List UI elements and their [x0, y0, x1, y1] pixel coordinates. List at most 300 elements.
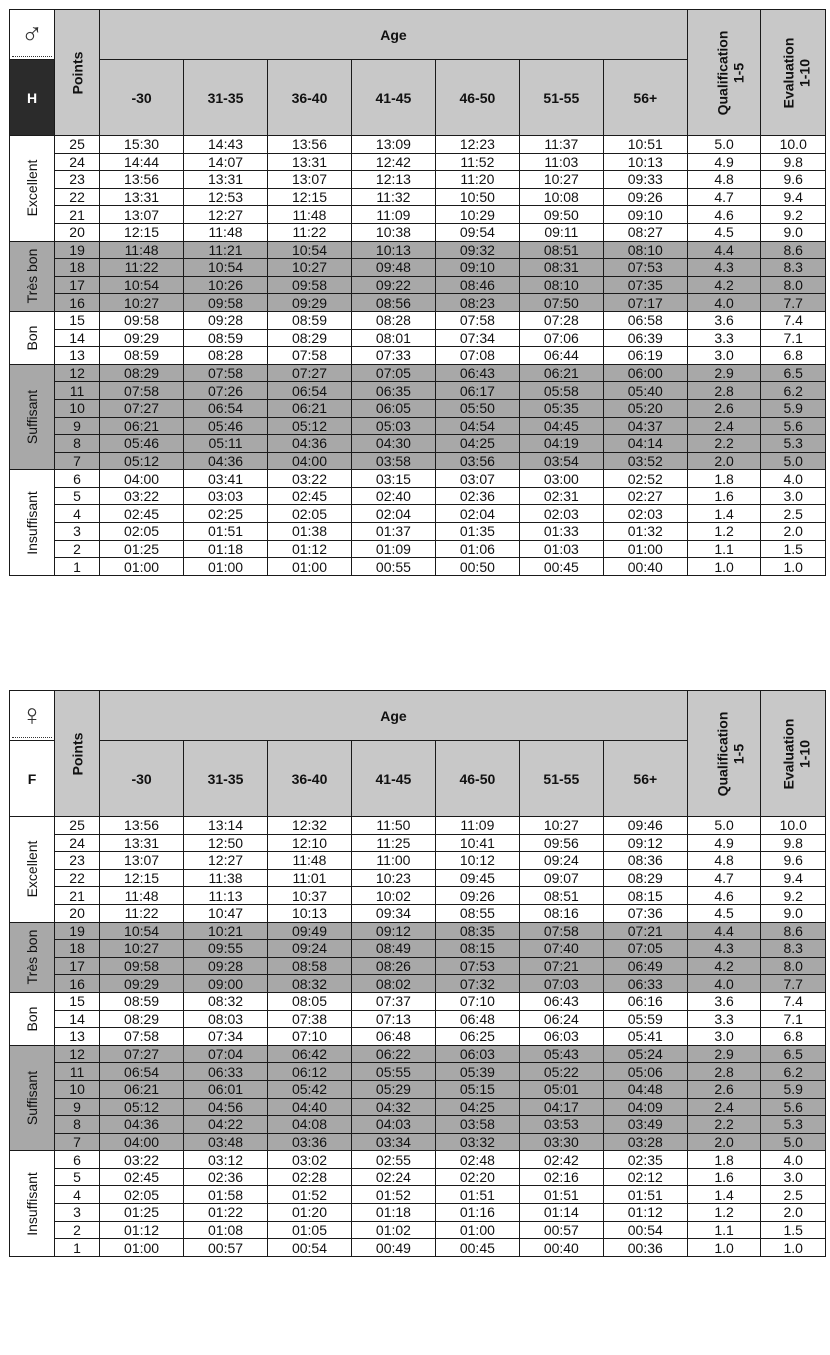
age-36-40-cell: 09:58	[268, 276, 352, 294]
age-30-cell: 06:21	[100, 1080, 184, 1098]
age-46-50-cell: 07:58	[435, 311, 519, 329]
table-row	[10, 382, 826, 400]
evaluation-cell: 5.0	[761, 1133, 826, 1151]
category-label: Suffisant	[24, 1070, 41, 1126]
age-31-35-cell: 08:32	[184, 992, 268, 1010]
age-56-plus-cell: 03:52	[603, 452, 687, 470]
age-56-plus-cell: 02:03	[603, 505, 687, 523]
age-46-50-cell: 08:46	[435, 276, 519, 294]
age-46-50-cell: 12:23	[435, 136, 519, 154]
age-36-40-cell: 08:59	[268, 311, 352, 329]
points-cell: 23	[55, 852, 100, 870]
evaluation-cell: 6.8	[761, 1028, 826, 1046]
age-51-55-cell: 08:31	[519, 259, 603, 277]
age-36-40-cell: 06:21	[268, 399, 352, 417]
age-46-50-cell: 08:23	[435, 294, 519, 312]
table-row	[10, 188, 826, 206]
age-51-55-cell: 08:10	[519, 276, 603, 294]
table-row	[10, 992, 826, 1010]
qualification-cell: 1.4	[687, 505, 761, 523]
age-31-35-cell: 10:21	[184, 922, 268, 940]
age-36-40-cell: 09:24	[268, 940, 352, 958]
age-46-50-cell: 00:50	[435, 558, 519, 576]
age-31-35-cell: 02:36	[184, 1168, 268, 1186]
age-51-55-cell: 08:16	[519, 904, 603, 922]
age-30-cell: 13:56	[100, 171, 184, 189]
age-41-45-cell: 11:00	[351, 852, 435, 870]
table-row	[10, 834, 826, 852]
age-56-plus-cell: 06:33	[603, 975, 687, 993]
age-31-35-cell: 01:51	[184, 523, 268, 541]
age-51-55-cell: 04:45	[519, 417, 603, 435]
age-41-45-cell: 13:09	[351, 136, 435, 154]
qualification-cell: 3.6	[687, 992, 761, 1010]
qualification-cell: 4.3	[687, 259, 761, 277]
age-56-plus-cell: 04:37	[603, 417, 687, 435]
evaluation-cell: 5.6	[761, 1098, 826, 1116]
evaluation-cell: 9.8	[761, 834, 826, 852]
age-41-45-cell: 00:55	[351, 558, 435, 576]
age-51-55-cell: 09:56	[519, 834, 603, 852]
age-30-cell: 02:05	[100, 1186, 184, 1204]
age-46-50-cell: 06:43	[435, 364, 519, 382]
table-row	[10, 1028, 826, 1046]
age-46-50-cell: 11:20	[435, 171, 519, 189]
evaluation-cell: 1.0	[761, 558, 826, 576]
age-41-45-cell: 03:15	[351, 470, 435, 488]
age-30-cell: 02:45	[100, 1168, 184, 1186]
table-row	[10, 922, 826, 940]
age-group-header: -30	[100, 60, 184, 136]
age-41-45-cell: 02:55	[351, 1151, 435, 1169]
evaluation-cell: 1.5	[761, 540, 826, 558]
age-30-cell: 08:59	[100, 347, 184, 365]
age-41-45-cell: 08:28	[351, 311, 435, 329]
age-41-45-cell: 03:34	[351, 1133, 435, 1151]
age-51-55-cell: 09:11	[519, 223, 603, 241]
age-30-cell: 06:54	[100, 1063, 184, 1081]
evaluation-cell: 1.0	[761, 1239, 826, 1257]
table-row	[10, 206, 826, 224]
qualification-header-label	[714, 711, 746, 796]
table-row	[10, 975, 826, 993]
evaluation-cell: 9.0	[761, 904, 826, 922]
evaluation-cell: 3.0	[761, 1168, 826, 1186]
age-36-40-cell: 00:54	[268, 1239, 352, 1257]
age-41-45-cell: 07:05	[351, 364, 435, 382]
points-cell: 9	[55, 417, 100, 435]
category-label: Très bon	[24, 929, 41, 985]
age-56-plus-cell: 07:35	[603, 276, 687, 294]
age-36-40-cell: 13:07	[268, 171, 352, 189]
age-51-55-cell: 02:31	[519, 487, 603, 505]
qualification-cell: 1.4	[687, 1186, 761, 1204]
age-51-55-cell: 07:03	[519, 975, 603, 993]
age-56-plus-cell: 01:00	[603, 540, 687, 558]
evaluation-cell: 6.5	[761, 364, 826, 382]
age-56-plus-cell: 06:16	[603, 992, 687, 1010]
age-30-cell: 11:22	[100, 904, 184, 922]
sex-symbol-cell	[10, 691, 55, 741]
table-row	[10, 487, 826, 505]
age-36-40-cell: 08:32	[268, 975, 352, 993]
age-41-45-cell: 07:13	[351, 1010, 435, 1028]
age-51-55-cell: 05:35	[519, 399, 603, 417]
table-row	[10, 276, 826, 294]
qualification-cell: 4.5	[687, 223, 761, 241]
evaluation-header-label	[781, 37, 813, 108]
age-30-cell: 09:29	[100, 329, 184, 347]
age-51-55-cell: 07:21	[519, 957, 603, 975]
age-36-40-cell: 08:58	[268, 957, 352, 975]
age-30-cell: 14:44	[100, 153, 184, 171]
points-header	[55, 10, 100, 136]
age-56-plus-cell: 02:52	[603, 470, 687, 488]
age-46-50-cell: 01:51	[435, 1186, 519, 1204]
category-label-cell	[10, 241, 55, 311]
category-label: Suffisant	[24, 389, 41, 445]
points-cell: 4	[55, 505, 100, 523]
age-31-35-cell: 11:38	[184, 869, 268, 887]
age-46-50-cell: 08:55	[435, 904, 519, 922]
age-51-55-cell: 07:40	[519, 940, 603, 958]
table-row	[10, 852, 826, 870]
age-46-50-cell: 05:50	[435, 399, 519, 417]
age-51-55-cell: 07:06	[519, 329, 603, 347]
table-row	[10, 470, 826, 488]
category-label-cell	[10, 136, 55, 242]
age-56-plus-cell: 08:10	[603, 241, 687, 259]
table-row	[10, 1151, 826, 1169]
age-51-55-cell: 06:24	[519, 1010, 603, 1028]
evaluation-cell: 7.1	[761, 1010, 826, 1028]
points-cell: 22	[55, 869, 100, 887]
age-56-plus-cell: 06:39	[603, 329, 687, 347]
age-30-cell: 01:25	[100, 540, 184, 558]
points-cell: 8	[55, 435, 100, 453]
age-31-35-cell: 11:48	[184, 223, 268, 241]
age-56-plus-cell: 05:20	[603, 399, 687, 417]
age-51-55-cell: 06:21	[519, 364, 603, 382]
age-31-35-cell: 04:22	[184, 1116, 268, 1134]
points-cell: 7	[55, 1133, 100, 1151]
points-cell: 17	[55, 276, 100, 294]
points-cell: 13	[55, 347, 100, 365]
age-51-55-cell: 02:42	[519, 1151, 603, 1169]
qualification-cell: 1.2	[687, 1204, 761, 1222]
age-36-40-cell: 07:38	[268, 1010, 352, 1028]
evaluation-cell: 6.5	[761, 1045, 826, 1063]
points-cell: 24	[55, 153, 100, 171]
evaluation-cell: 6.2	[761, 1063, 826, 1081]
age-group-header: 46-50	[435, 741, 519, 817]
evaluation-cell: 9.4	[761, 869, 826, 887]
qualification-cell: 5.0	[687, 817, 761, 835]
points-cell: 18	[55, 259, 100, 277]
age-46-50-cell: 04:25	[435, 435, 519, 453]
points-cell: 25	[55, 817, 100, 835]
age-46-50-cell: 02:20	[435, 1168, 519, 1186]
age-31-35-cell: 07:04	[184, 1045, 268, 1063]
age-41-45-cell: 05:55	[351, 1063, 435, 1081]
age-36-40-cell: 10:13	[268, 904, 352, 922]
age-46-50-cell: 01:16	[435, 1204, 519, 1222]
points-cell: 3	[55, 1204, 100, 1222]
qualification-cell: 2.9	[687, 1045, 761, 1063]
age-46-50-cell: 07:32	[435, 975, 519, 993]
evaluation-label-line2: 1-10	[796, 58, 813, 87]
category-label-cell	[10, 1045, 55, 1151]
age-36-40-cell: 06:12	[268, 1063, 352, 1081]
table-row	[10, 540, 826, 558]
age-56-plus-cell: 06:58	[603, 311, 687, 329]
table-row	[10, 1063, 826, 1081]
age-30-cell: 10:54	[100, 276, 184, 294]
evaluation-cell: 6.2	[761, 382, 826, 400]
age-30-cell: 02:05	[100, 523, 184, 541]
age-51-55-cell: 01:33	[519, 523, 603, 541]
age-31-35-cell: 05:46	[184, 417, 268, 435]
age-41-45-cell: 11:09	[351, 206, 435, 224]
points-cell: 24	[55, 834, 100, 852]
age-31-35-cell: 12:50	[184, 834, 268, 852]
age-36-40-cell: 02:28	[268, 1168, 352, 1186]
age-51-55-cell: 05:58	[519, 382, 603, 400]
age-41-45-cell: 04:03	[351, 1116, 435, 1134]
points-cell: 4	[55, 1186, 100, 1204]
age-56-plus-cell: 07:21	[603, 922, 687, 940]
age-51-55-cell: 06:44	[519, 347, 603, 365]
age-56-plus-cell: 00:54	[603, 1221, 687, 1239]
age-46-50-cell: 07:53	[435, 957, 519, 975]
age-group-header: 51-55	[519, 60, 603, 136]
evaluation-cell: 8.6	[761, 241, 826, 259]
qualification-cell: 1.8	[687, 1151, 761, 1169]
evaluation-cell: 5.9	[761, 399, 826, 417]
age-56-plus-cell: 09:46	[603, 817, 687, 835]
age-41-45-cell: 08:56	[351, 294, 435, 312]
table-row	[10, 153, 826, 171]
points-cell: 19	[55, 241, 100, 259]
age-31-35-cell: 02:25	[184, 505, 268, 523]
age-36-40-cell: 13:56	[268, 136, 352, 154]
points-cell: 6	[55, 1151, 100, 1169]
age-41-45-cell: 09:48	[351, 259, 435, 277]
age-46-50-cell: 01:35	[435, 523, 519, 541]
age-41-45-cell: 07:33	[351, 347, 435, 365]
age-30-cell: 11:22	[100, 259, 184, 277]
age-56-plus-cell: 04:14	[603, 435, 687, 453]
qualification-cell: 2.4	[687, 1098, 761, 1116]
age-41-45-cell: 05:29	[351, 1080, 435, 1098]
evaluation-cell: 8.3	[761, 940, 826, 958]
evaluation-cell: 3.0	[761, 487, 826, 505]
points-cell: 5	[55, 1168, 100, 1186]
points-cell: 18	[55, 940, 100, 958]
age-56-plus-cell: 05:59	[603, 1010, 687, 1028]
qualification-cell: 2.6	[687, 1080, 761, 1098]
qualification-cell: 1.6	[687, 1168, 761, 1186]
points-cell: 16	[55, 294, 100, 312]
qualification-cell: 4.4	[687, 241, 761, 259]
age-31-35-cell: 10:26	[184, 276, 268, 294]
evaluation-cell: 8.3	[761, 259, 826, 277]
age-36-40-cell: 07:58	[268, 347, 352, 365]
age-31-35-cell: 09:58	[184, 294, 268, 312]
age-41-45-cell: 08:49	[351, 940, 435, 958]
age-36-40-cell: 12:10	[268, 834, 352, 852]
age-36-40-cell: 07:10	[268, 1028, 352, 1046]
category-label-cell	[10, 992, 55, 1045]
age-41-45-cell: 01:09	[351, 540, 435, 558]
age-46-50-cell: 09:26	[435, 887, 519, 905]
age-30-cell: 07:27	[100, 399, 184, 417]
table-row	[10, 1221, 826, 1239]
table-row	[10, 171, 826, 189]
age-36-40-cell: 09:49	[268, 922, 352, 940]
age-31-35-cell: 06:33	[184, 1063, 268, 1081]
points-cell: 15	[55, 311, 100, 329]
age-41-45-cell: 01:02	[351, 1221, 435, 1239]
qualification-label-line2: 1-5	[730, 743, 747, 764]
table-row	[10, 399, 826, 417]
age-41-45-cell: 10:02	[351, 887, 435, 905]
age-46-50-cell: 10:41	[435, 834, 519, 852]
age-46-50-cell: 06:17	[435, 382, 519, 400]
points-header	[55, 691, 100, 817]
evaluation-cell: 7.7	[761, 975, 826, 993]
age-51-55-cell: 09:07	[519, 869, 603, 887]
age-36-40-cell: 01:12	[268, 540, 352, 558]
evaluation-cell: 2.5	[761, 1186, 826, 1204]
age-51-55-cell: 00:57	[519, 1221, 603, 1239]
qualification-cell: 2.4	[687, 417, 761, 435]
age-46-50-cell: 03:58	[435, 1116, 519, 1134]
table-row	[10, 1010, 826, 1028]
age-31-35-cell: 03:41	[184, 470, 268, 488]
table-row	[10, 1080, 826, 1098]
age-56-plus-cell: 00:40	[603, 558, 687, 576]
evaluation-cell: 5.3	[761, 435, 826, 453]
age-56-plus-cell: 05:24	[603, 1045, 687, 1063]
qualification-cell: 2.2	[687, 1116, 761, 1134]
age-36-40-cell: 11:22	[268, 223, 352, 241]
table-row	[10, 1116, 826, 1134]
age-group-header: 46-50	[435, 60, 519, 136]
age-56-plus-cell: 04:09	[603, 1098, 687, 1116]
age-46-50-cell: 02:04	[435, 505, 519, 523]
age-56-plus-cell: 00:36	[603, 1239, 687, 1257]
qualification-cell: 1.0	[687, 558, 761, 576]
age-46-50-cell: 04:54	[435, 417, 519, 435]
points-cell: 1	[55, 558, 100, 576]
age-30-cell: 07:27	[100, 1045, 184, 1063]
age-36-40-cell: 10:27	[268, 259, 352, 277]
qualification-cell: 4.9	[687, 153, 761, 171]
age-31-35-cell: 14:43	[184, 136, 268, 154]
evaluation-cell: 9.0	[761, 223, 826, 241]
age-31-35-cell: 11:21	[184, 241, 268, 259]
age-46-50-cell: 06:03	[435, 1045, 519, 1063]
points-header-label: Points	[69, 51, 86, 94]
age-31-35-cell: 09:55	[184, 940, 268, 958]
category-label: Bon	[24, 1006, 41, 1032]
qualification-label-line1: Qualification	[714, 711, 731, 796]
sex-symbol-cell	[10, 10, 55, 60]
age-30-cell: 13:07	[100, 852, 184, 870]
age-56-plus-cell: 09:12	[603, 834, 687, 852]
evaluation-label-line2: 1-10	[796, 739, 813, 768]
age-51-55-cell: 02:03	[519, 505, 603, 523]
points-cell: 5	[55, 487, 100, 505]
age-30-cell: 05:46	[100, 435, 184, 453]
qualification-cell: 2.6	[687, 399, 761, 417]
age-30-cell: 01:12	[100, 1221, 184, 1239]
qualification-header	[687, 691, 761, 817]
qualification-cell: 2.8	[687, 1063, 761, 1081]
age-30-cell: 01:00	[100, 558, 184, 576]
category-label: Excellent	[24, 159, 41, 217]
points-cell: 7	[55, 452, 100, 470]
qualification-cell: 4.3	[687, 940, 761, 958]
age-56-plus-cell: 10:13	[603, 153, 687, 171]
age-30-cell: 04:36	[100, 1116, 184, 1134]
age-56-plus-cell: 08:15	[603, 887, 687, 905]
age-36-40-cell: 03:22	[268, 470, 352, 488]
age-36-40-cell: 05:12	[268, 417, 352, 435]
table-row	[10, 259, 826, 277]
age-56-plus-cell: 02:27	[603, 487, 687, 505]
evaluation-cell: 7.4	[761, 992, 826, 1010]
age-46-50-cell: 00:45	[435, 1239, 519, 1257]
age-41-45-cell: 09:22	[351, 276, 435, 294]
age-46-50-cell: 07:10	[435, 992, 519, 1010]
age-46-50-cell: 02:36	[435, 487, 519, 505]
age-group-header: 36-40	[268, 60, 352, 136]
table-row	[10, 558, 826, 576]
qualification-label-line2: 1-5	[730, 62, 747, 83]
evaluation-cell: 7.4	[761, 311, 826, 329]
category-label-cell	[10, 364, 55, 470]
qualification-cell: 2.0	[687, 1133, 761, 1151]
evaluation-cell: 1.5	[761, 1221, 826, 1239]
age-36-40-cell: 04:00	[268, 452, 352, 470]
age-30-cell: 13:56	[100, 817, 184, 835]
age-56-plus-cell: 03:49	[603, 1116, 687, 1134]
age-41-45-cell: 02:04	[351, 505, 435, 523]
evaluation-cell: 10.0	[761, 817, 826, 835]
category-label-cell	[10, 922, 55, 992]
qualification-cell: 2.0	[687, 452, 761, 470]
age-46-50-cell: 01:00	[435, 1221, 519, 1239]
age-group-header: 56+	[603, 60, 687, 136]
age-30-cell: 09:58	[100, 957, 184, 975]
qualification-header-label	[714, 30, 746, 115]
age-31-35-cell: 12:53	[184, 188, 268, 206]
points-cell: 8	[55, 1116, 100, 1134]
age-36-40-cell: 11:01	[268, 869, 352, 887]
age-30-cell: 06:21	[100, 417, 184, 435]
age-31-35-cell: 04:36	[184, 452, 268, 470]
age-46-50-cell: 03:07	[435, 470, 519, 488]
table-row	[10, 1186, 826, 1204]
points-header-label: Points	[69, 732, 86, 775]
points-cell: 2	[55, 540, 100, 558]
qualification-cell: 3.0	[687, 347, 761, 365]
age-56-plus-cell: 08:27	[603, 223, 687, 241]
age-header: Age	[100, 691, 688, 741]
age-56-plus-cell: 10:51	[603, 136, 687, 154]
